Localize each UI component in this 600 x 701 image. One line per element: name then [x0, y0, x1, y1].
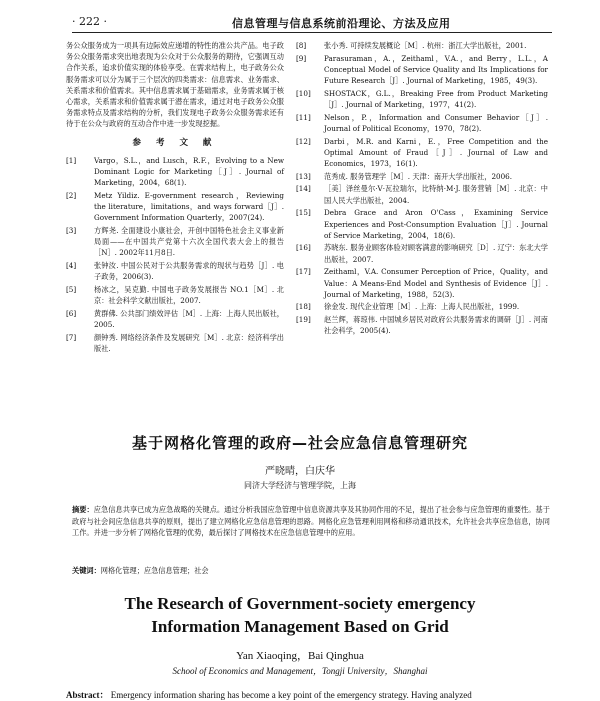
affiliation-en: School of Economics and Management，Tongji University，Shanghai — [172, 666, 428, 676]
reference-number: [18] — [296, 302, 311, 312]
reference-item — [296, 136, 548, 170]
right-column — [296, 40, 548, 338]
article-title-cn: 基于网格化管理的政府—社会应急信息管理研究 — [131, 434, 468, 452]
references-list-left — [66, 155, 284, 354]
abstract-en-label: Abstract： — [66, 690, 109, 700]
abstract-en — [66, 688, 550, 701]
reference-item — [296, 266, 548, 300]
reference-number: [9] — [296, 53, 307, 63]
reference-item — [66, 155, 284, 189]
reference-text: 苏晓东. 服务业顾客体验对顾客满意的影响研究［D］. 辽宁：东北大学出版社，2007. — [324, 243, 548, 264]
reference-item — [296, 314, 548, 336]
reference-number: [7] — [66, 332, 77, 342]
reference-item — [296, 53, 548, 87]
keywords-text: 网格化管理；应急信息管理；社会 — [100, 566, 209, 575]
reference-text: 杨冰之，吴克勤. 中国电子政务发展报告 NO.1［M］. 北京：社会科学文献出版社，2007. — [94, 285, 284, 306]
reference-text: Zeithaml，V.A. Consumer Perception of Price，Quality，and Value：A Means-End Model and Synthesis of Evidence［J］. Journal of Marketing，1988，52(3). — [324, 267, 548, 299]
abstract-label: 摘要： — [72, 505, 94, 514]
page-number: · 222 · — [72, 15, 107, 28]
reference-item — [296, 242, 548, 264]
authors-cn: 严晓晴，白庆华 — [265, 466, 335, 477]
reference-text: Metz Yildiz. E-government research，Reviewing the literature，limitations，and ways forward［J］. Government Information Quarterly，2007(24). — [94, 190, 284, 223]
reference-item — [296, 112, 548, 134]
reference-text: 赵兰辉，蒋琼伟. 中国城乡居民对政府公共服务需求的调研［J］. 河南社会科学，2005(4). — [324, 315, 548, 336]
keywords-label: 关键词： — [72, 566, 101, 575]
reference-item — [296, 207, 548, 241]
reference-item — [66, 190, 284, 224]
article-title-en — [0, 592, 600, 638]
conclusion-paragraph: 务公众服务成为一项具有边际效应递增的特性的准公共产品。电子政务公众服务需求突出地表现为公众对于公众服务的期待，它强调互动合作关系，追求价值实现的体验享受。在需求结构上，电子政务公众服务需求可以分为属于三个层次的四类需求：信息需求、业务需求、关系需求和价值需求。其中信息需求属于基础需求，业务需求属于核心需求，关系需求和价值需求属于潜在需求，通过对电子政务公众服务需求特点及需求结构的分析，我们发现电子政务公众服务需求还有待于在公众与政府的互动合作中进一步发现挖掘。 — [66, 41, 284, 129]
reference-text: ［美］泽丝曼尔·V·瓦拉瑞尔，比特纳·M·J. 服务营销［M］. 北京：中国人民大学出版社，2004. — [324, 184, 548, 205]
affiliation-cn: 同济大学经济与管理学院，上海 — [244, 481, 356, 490]
reference-text: 张钟汝. 中国公民对于公共服务需求的现状与趋势［J］. 电子政务，2006(3). — [94, 261, 284, 282]
reference-text: Nelson，P.，Information and Consumer Behavior［J］. Journal of Political Economy，1970，78(2). — [324, 112, 548, 133]
running-title: 信息管理与信息系统前沿理论、方法及应用 — [232, 17, 451, 30]
abstract-cn — [72, 504, 550, 539]
reference-text: Vargo，S.L.，and Lusch，R.F.，Evolving to a New Dominant Logic for Marketing［J］. Journal of Marketing，2004，68(1). — [94, 155, 284, 188]
reference-item — [296, 88, 548, 110]
reference-number: [8] — [296, 41, 307, 50]
reference-number: [13] — [296, 171, 311, 181]
keywords-cn — [72, 566, 550, 576]
running-header — [72, 14, 552, 33]
abstract-en-text: Emergency information sharing has become a key point of the emergency strategy. Having analyzed — [110, 690, 472, 700]
reference-item — [296, 301, 548, 312]
reference-text: 黄群佛. 公共部门绩效评估［M］. 上海：上海人民出版社，2005. — [94, 308, 284, 330]
reference-item — [66, 332, 284, 354]
reference-text: Debra Grace and Aron O'Cass，Examining Service Experiences and Post-Consumption Evaluation［J］. Journal of Service Marketing，2004，18(6). — [324, 208, 548, 240]
title-en-line-1: The Research of Government-society emergency — [124, 594, 476, 613]
left-column — [66, 40, 284, 356]
reference-text: 徐金发. 现代企业管理［M］. 上海：上海人民出版社，1999. — [324, 302, 520, 312]
reference-item — [66, 225, 284, 259]
reference-text: 范秀成. 服务管理学［M］. 天津：南开大学出版社，2006. — [324, 171, 513, 181]
reference-item — [296, 40, 548, 51]
reference-number: [15] — [296, 208, 311, 218]
abstract-text: 应急信息共享已成为应急战略的关键点。通过分析我国应急管理中信息资源共享及其协同作用的不足，提出了社会参与应急管理的重要性。基于政府与社会间应急信息共享的原则，提出了建立网格化应急信息管理的思路。网格化应急管理利用网格和移动通讯技术，允许社会共享应急信息，协同工作。并进一步分析了网格化管理的优势，最后探讨了网格技术在应急信息管理中的应用。 — [72, 505, 550, 537]
reference-number: [5] — [66, 285, 77, 295]
reference-number: [1] — [66, 155, 77, 165]
authors-en: Yan Xiaoqing，Bai Qinghua — [236, 650, 364, 662]
reference-number: [2] — [66, 190, 77, 200]
reference-number: [12] — [296, 136, 311, 146]
reference-number: [3] — [66, 226, 77, 236]
reference-item — [296, 171, 548, 182]
reference-number: [17] — [296, 267, 311, 277]
reference-text: 方辉尧. 全面建设小康社会，开创中国特色社会主义事业新局面——在中国共产党第十六次全国代表大会上的报告［N］. 2002年11月8日. — [94, 226, 284, 258]
reference-number: [19] — [296, 315, 311, 325]
reference-number: [14] — [296, 184, 311, 194]
reference-text: 张小秀. 可持续发展概论［M］. 杭州：浙江大学出版社，2001. — [324, 41, 527, 50]
reference-number: [4] — [66, 261, 77, 271]
reference-item — [66, 260, 284, 282]
references-heading: 参 考 文 献 — [132, 137, 218, 148]
title-en-line-2: Information Management Based on Grid — [151, 617, 449, 636]
reference-text: Parasuraman，A.，Zeithaml，V.A.，and Berry，L.L.，A Conceptual Model of Service Quality and Its Implications for Future Research［J］. Journal of Marketing，1985，49(3). — [324, 53, 548, 86]
reference-text: 颜钟秀. 网络经济条件及发展研究［M］. 北京：经济科学出版社. — [94, 332, 284, 354]
reference-text: Darbi，M.R. and Karni，E.，Free Competition and the Optimal Amount of Fraud［J］. Journal of Law and Economics，1973，16(1). — [324, 136, 548, 169]
reference-number: [6] — [66, 308, 77, 318]
reference-number: [11] — [296, 112, 311, 122]
reference-number: [10] — [296, 88, 311, 98]
reference-text: SHOSTACK，G.L.，Breaking Free from Product Marketing［J］. Journal of Marketing，1977，41(2). — [324, 88, 548, 110]
reference-item — [296, 183, 548, 205]
reference-number: [16] — [296, 243, 311, 253]
references-list-right — [296, 40, 548, 337]
reference-item — [66, 284, 284, 306]
reference-item — [66, 308, 284, 330]
